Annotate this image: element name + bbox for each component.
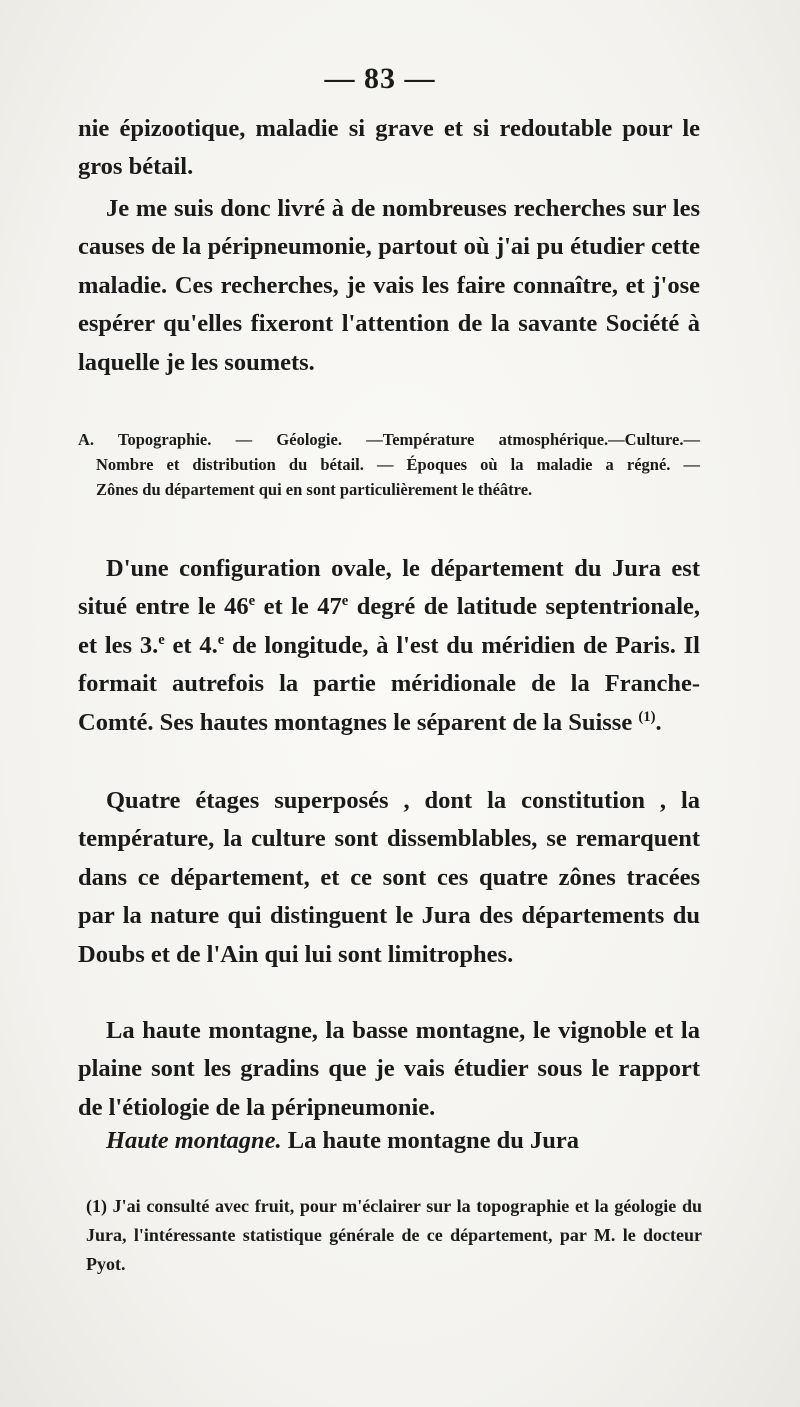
page-number: — 83 — (324, 62, 436, 95)
paragraph-haute-montagne (78, 1122, 700, 1160)
paragraph-text: nie épizootique, maladie si grave et si redoutable pour le gros bétail. (78, 115, 700, 181)
text-run: D'une configuration ovale, le département du Jura est situé entre le 46 (78, 555, 700, 621)
paragraph-zones (78, 782, 700, 974)
paragraph-text: Quatre étages superposés , dont la constitution , la température, la culture sont dissemblables, se remarquent dans ce département, et ce sont ces quatre zônes tracées par la nature qui distinguent le Jura des départements du Doubs et de l'Ain qui lui sont limitrophes. (78, 787, 700, 968)
paragraph-text: La haute montagne, la basse montagne, le vignoble et la plaine sont les gradins que je vais étudier sous le rapport de l'étiologie de la péripneumonie. (78, 1017, 700, 1121)
summary-line: Zônes du département qui en sont particulièrement le théâtre. (96, 480, 533, 499)
section-summary (78, 427, 700, 502)
superscript: e (217, 631, 225, 648)
paragraph-text: Je me suis donc livré à de nombreuses recherches sur les causes de la péripneumonie, partout où j'ai pu étudier cette maladie. Ces recherches, je vais les faire connaître, et j'ose espérer qu'elles fixeront l'attention de la savante Société à laquelle je les soumets. (78, 195, 700, 376)
paragraph-continuation (78, 110, 700, 187)
text-run: et 4. (164, 631, 218, 659)
superscript: e (248, 593, 256, 610)
summary-line: Nombre et distribution du bétail. — Époques où la maladie a régné. — (96, 455, 700, 474)
summary-line: A. Topographie. — Géologie. —Température atmosphérique.—Culture.— (78, 430, 700, 449)
text-run: et le 47 (255, 593, 342, 621)
text-run: . (655, 708, 662, 736)
paragraph-text (78, 1122, 700, 1160)
subsection-heading: Haute montagne. (106, 1127, 282, 1154)
footnote-marker: (1) (638, 708, 656, 725)
text-run: La haute montagne du Jura (281, 1127, 580, 1154)
text-run: de longitude, à l'est du méridien de Paris. Il formait autrefois la partie méridionale de la Franche-Comté. Ses hautes montagnes le séparent de la Suisse (78, 631, 700, 736)
footnote: (1) J'ai consulté avec fruit, pour m'éclairer sur la topographie et la géologie du Jura, l'intéressante statistique générale de ce département, par M. le docteur Pyot. (86, 1196, 702, 1274)
paragraph-geography (78, 550, 700, 742)
superscript: e (158, 631, 165, 648)
paragraph-gradins (78, 1012, 700, 1127)
paragraph-intro (78, 190, 700, 382)
superscript: e (341, 593, 349, 610)
text-run: degré de latitude septentrionale, et les 3. (78, 593, 700, 659)
paragraph-text (78, 550, 700, 742)
